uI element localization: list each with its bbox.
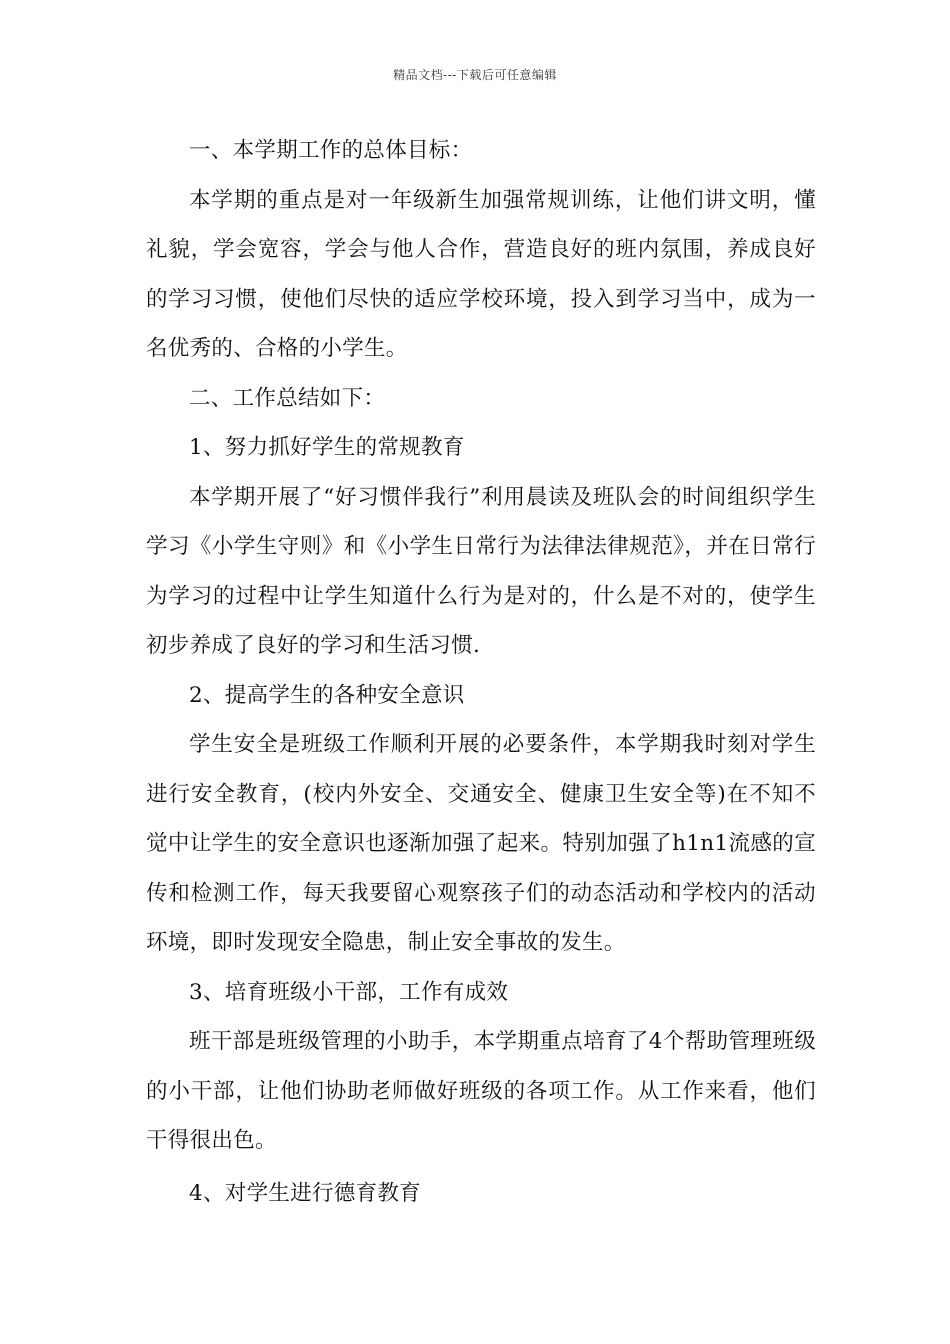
document-body — [146, 126, 816, 1218]
subheading-2: 2、提高学生的各种安全意识 — [189, 682, 465, 708]
subheading-4: 4、对学生进行德育教育 — [189, 1180, 421, 1206]
paragraph-routine-education: 本学期开展了“好习惯伴我行”利用晨读及班队会的时间组织学生学习《小学生守则》和《小学生日常行为法律法律规范》，并在日常行为学习的过程中让学生知道什么行为是对的，什么是不对的，使学生初步养成了良好的学习和生活习惯. — [146, 484, 816, 658]
paragraph-goals: 本学期的重点是对一年级新生加强常规训练，让他们讲文明，懂礼貌，学会宽容，学会与他人合作，营造良好的班内氛围，养成良好的学习习惯，使他们尽快的适应学校环境，投入到学习当中，成为一名优秀的、合格的小学生。 — [146, 187, 816, 361]
section-heading-1: 一、本学期工作的总体目标： — [189, 138, 473, 163]
subheading-1: 1、努力抓好学生的常规教育 — [189, 435, 465, 460]
paragraph-class-cadres: 班干部是班级管理的小助手，本学期重点培育了4个帮助管理班级的小干部，让他们协助老师做好班级的各项工作。从工作来看，他们干得很出色。 — [146, 1029, 816, 1153]
subheading-3: 3、培育班级小干部，工作有成效 — [189, 979, 509, 1005]
paragraph-safety: 学生安全是班级工作顺利开展的必要条件，本学期我时刻对学生进行安全教育，(校内外安全、交通安全、健康卫生安全等)在不知不觉中让学生的安全意识也逐渐加强了起来。特别加强了h1n1流感的宣传和检测工作，每天我要留心观察孩子们的动态活动和学校内的活动环境，即时发现安全隐患，制止安全事故的发生。 — [146, 732, 816, 955]
page-header: 精品文档---下载后可任意编辑 — [393, 68, 557, 82]
section-heading-2: 二、工作总结如下： — [189, 385, 386, 411]
